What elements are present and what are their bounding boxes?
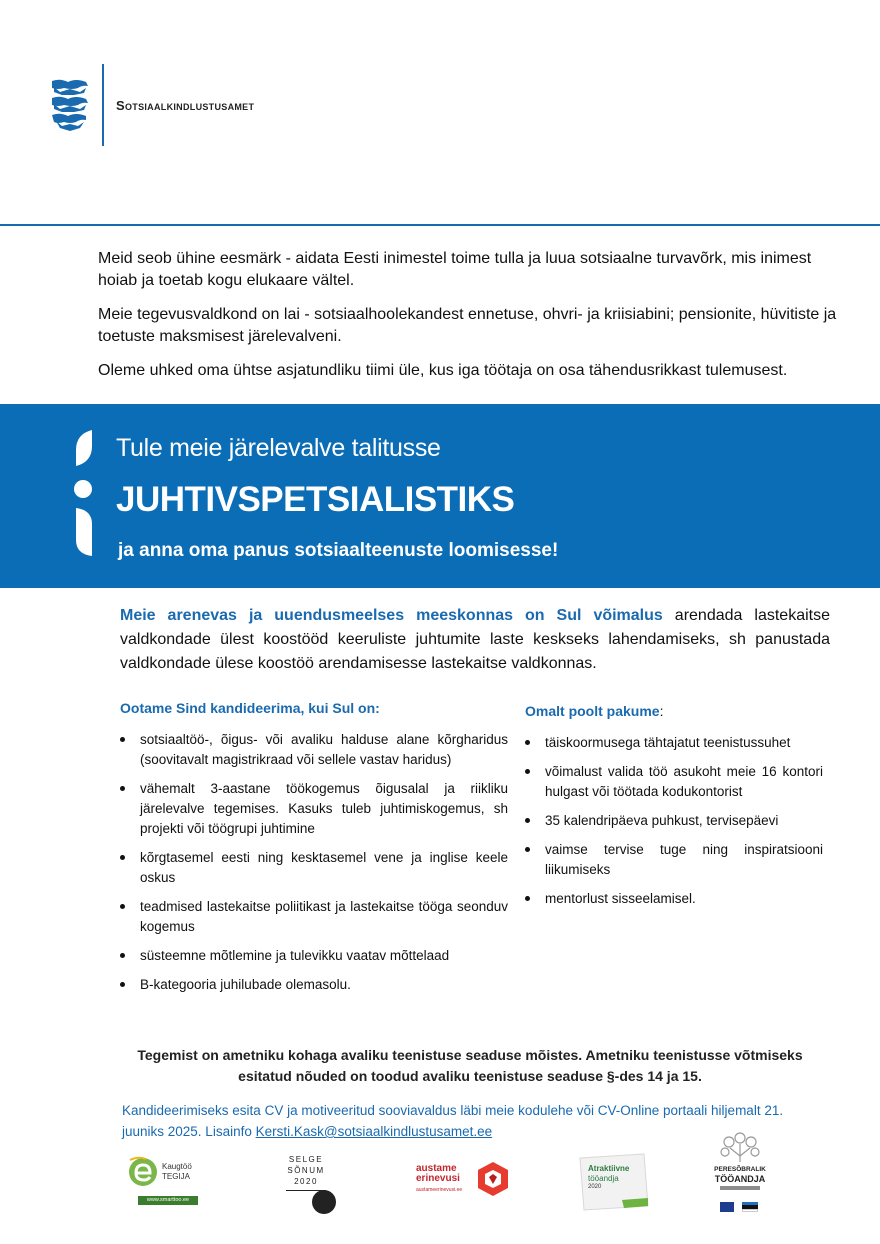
list-item: mentorlust sisseelamisel. [525, 889, 823, 909]
selge-sonum-logo: SELGE SÕNUM 2020 [286, 1154, 342, 1218]
intro-paragraph: Oleme uhked oma ühtse asjatundliku tiimi üle, kus iga töötaja on osa tähendusrikkast tulemusest. [98, 362, 788, 379]
diversity-cube-icon [474, 1160, 512, 1198]
coat-of-arms-icon [48, 76, 92, 134]
list-item: täiskoormusega tähtajatut teenistussuhet [525, 733, 823, 753]
header-divider [102, 64, 104, 146]
list-item: sotsiaaltöö-, õigus- või avaliku halduse alane kõrgharidus (soovitavalt magistrikraad või sellele vastav haridus) [120, 730, 508, 770]
bullet-icon [120, 953, 125, 958]
bullet-icon [120, 737, 125, 742]
atraktiivne-tooandja-logo: Atraktiivne tööandja 2020 [578, 1152, 650, 1212]
peresobralik-tooandja-logo: PERESÕBRALIK TÖÖANDJA [712, 1130, 768, 1216]
intro-paragraph: Meie tegevusvaldkond on lai - sotsiaalhoolekandest ennetuse, ohvri- ja kriisiabini; pensionite, hüvitiste ja toetuste maksmisest järelevalveni. [98, 306, 837, 345]
eu-flag-icon [720, 1202, 734, 1212]
bullet-icon [525, 818, 530, 823]
bullet-icon [525, 896, 530, 901]
banner-tagline: ja anna oma panus sotsiaalteenuste loomisesse! [118, 540, 559, 561]
intro-paragraph: Meid seob ühine eesmärk - aidata Eesti inimestel toime tulla ja luua sotsiaalne turvavõrk, mis inimest hoiab ja toetab kogu elukaare vältel. [98, 250, 812, 289]
requirements-list [120, 730, 508, 995]
page-header [0, 0, 880, 226]
offer-list [525, 733, 823, 909]
job-title: JUHTIVSPETSIALISTIKS [116, 480, 515, 519]
legal-notice: Tegemist on ametniku kohaga avaliku teenistuse seaduse mõistes. Ametniku teenistusse võtmiseks esitatud nõuded on toodud avaliku teenistuse seaduse §-des 14 ja 15. [137, 1047, 803, 1084]
lead-text: arendada lastekaitse valdkondade ülest koostööd keeruliste juhtumite laste keskseks lahendamiseks, sh panustada valdkondade ülese koostöö arendamisesse lastekaitse valdkonnas. [120, 607, 831, 672]
bullet-icon [525, 740, 530, 745]
list-item: võimalust valida töö asukoht meie 16 kontori hulgast või töötada kodukontorist [525, 762, 823, 802]
bullet-icon [120, 855, 125, 860]
certification-logos [0, 1150, 880, 1220]
estonia-flag-icon [742, 1202, 758, 1212]
bullet-icon [120, 904, 125, 909]
offer-title: Omalt poolt pakume: [525, 703, 664, 719]
banner-subtitle: Tule meie järelevalve talitusse [116, 434, 441, 462]
austame-erinevusi-logo: austame erinevusi austameerinevusi.ee [414, 1160, 514, 1200]
list-item: teadmised lastekaitse poliitikast ja lastekaitse tööga seonduv kogemus [120, 897, 508, 937]
intro-section [98, 248, 848, 394]
offer-column [525, 703, 823, 918]
contact-email-link[interactable]: Kersti.Kask@sotsiaalkindlustusamet.ee [255, 1124, 493, 1139]
bullet-icon [525, 769, 530, 774]
job-banner [0, 404, 880, 588]
selge-seal-icon [312, 1190, 336, 1214]
requirements-column [120, 700, 508, 1004]
list-item: vähemalt 3-aastane töökogemus õigusalal ja riikliku järelevalve tegemises. Kasuks tuleb juhtimiskogemus, sh projekti või töögrupi juhtimine [120, 779, 508, 839]
list-item: 35 kalendripäeva puhkust, tervisepäevi [525, 811, 823, 831]
bullet-icon [120, 982, 125, 987]
dot-icon [74, 480, 92, 498]
list-item: B-kategooria juhilubade olemasolu. [120, 975, 508, 995]
requirements-title: Ootame Sind kandideerima, kui Sul on: [120, 700, 380, 716]
list-item: kõrgtasemel eesti ning kesktasemel vene ja inglise keele oskus [120, 848, 508, 888]
list-item: vaimse tervise tuge ning inspiratsiooni liikumiseks [525, 840, 823, 880]
kaugtoo-logo: Kaugtöö TEGIJA www.smarttoo.ee [126, 1156, 202, 1206]
kaugtoo-e-icon [128, 1156, 158, 1188]
application-text: Kandideerimiseks esita CV ja motiveeritud sooviavaldus läbi meie kodulehe või CV-Online portaali hiljemalt 21. juuniks 2025. Lisainfo [122, 1103, 784, 1139]
lead-paragraph [120, 604, 830, 676]
leaf-icon [74, 430, 94, 466]
lead-highlight: Meie arenevas ja uuendusmeelses meeskonnas on Sul võimalus [120, 607, 663, 624]
leaf-icon [74, 508, 94, 556]
bullet-icon [120, 786, 125, 791]
bullet-icon [525, 847, 530, 852]
family-tree-icon [718, 1130, 762, 1164]
list-item: süsteemne mõtlemine ja tulevikku vaatav mõttelaad [120, 946, 508, 966]
org-name: Sotsiaalkindlustusamet [116, 98, 255, 113]
header-rule [0, 224, 880, 226]
